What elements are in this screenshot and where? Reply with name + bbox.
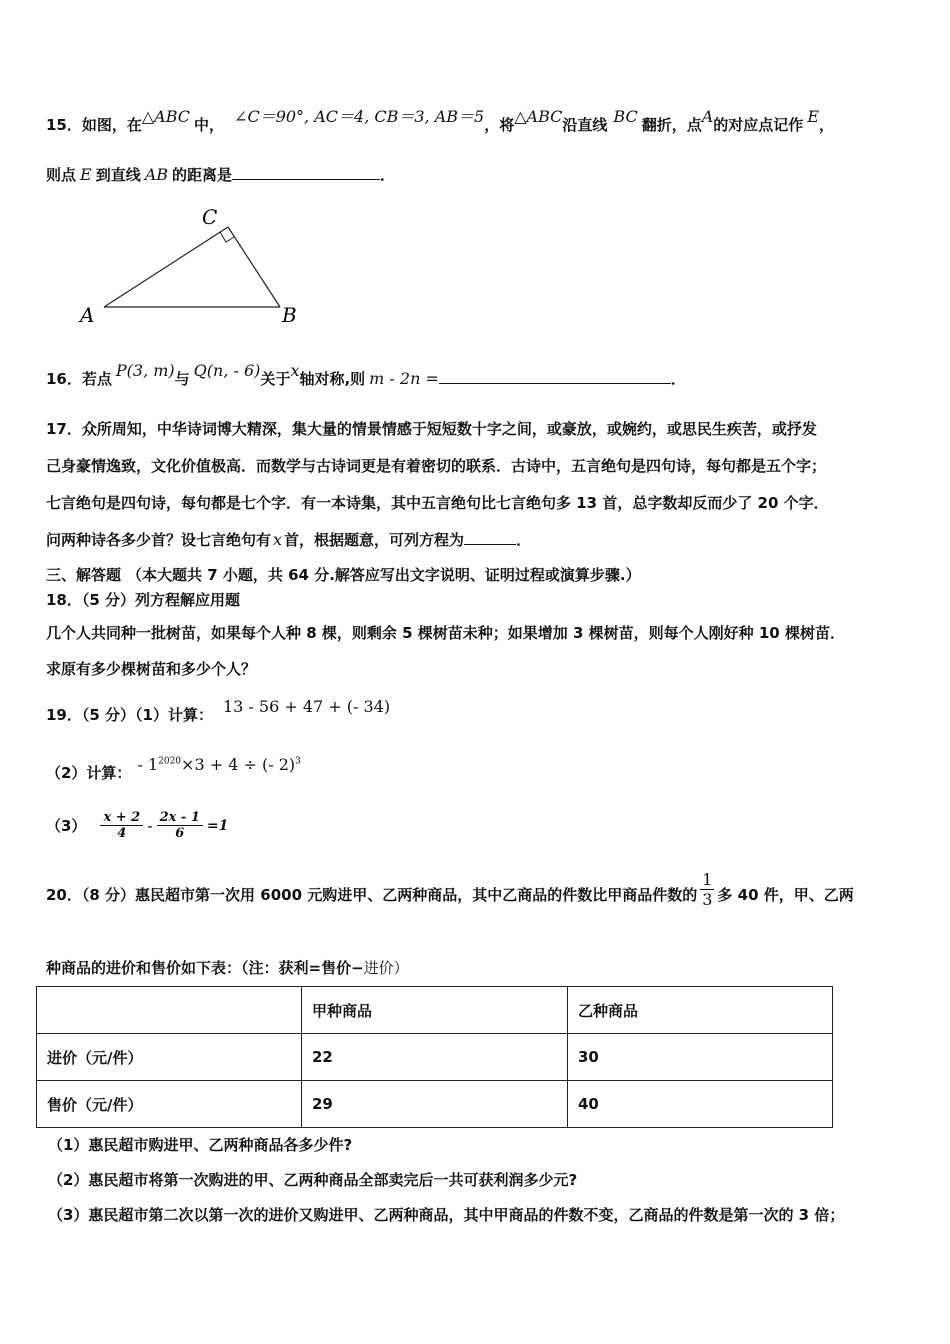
q17-line1: 17．众所周知，中华诗词博大精深，集大量的情景情感于短短数十字之间，或豪放，或婉约，或思民生疾苦，或抒发 [46,420,817,438]
vertex-label-a: A [80,303,95,327]
fraction-1: $\frac{x + 2}{4}$ [100,810,143,841]
table-cell: 40 [568,1081,833,1128]
fraction-one-third: $\frac{1}{3}$ [702,870,713,909]
table-cell: 售价（元/件） [37,1081,302,1128]
q20-line1: 20．（8 分）惠民超市第一次用 6000 元购进甲、乙两种商品，其中乙商品的件数比甲商品件数的 $\frac{1}{3}$ 多 40 件，甲、乙两 [46,870,854,909]
q20-sub1: （1）惠民超市购进甲、乙两种商品各多少件? [48,1136,353,1154]
table-cell: 进价（元/件） [37,1034,302,1081]
table-header-row [37,987,833,1034]
q20-sub3: （3）惠民超市第二次以第一次的进价又购进甲、乙两种商品，其中甲商品的件数不变，乙商品的件数是第一次的 3 倍； [48,1206,845,1224]
q16-line: 16．若点 P(3, m)与 Q(n, - 6)关于x轴对称,则 m - 2n = ． [46,361,686,388]
q19-part2: （2）计算： - $1^{2020}\times 3 + 4$ ÷ (- 2)$^3$ [46,755,301,782]
q15-line1: 15．如图，在△ABC 中， ∠C＝90°, AC＝4, CB＝3, AB＝5，将△ABC沿直线 BC 翻折，点A的对应点记作 E， [46,107,835,134]
price-table [36,986,833,1128]
table-cell: 乙种商品 [568,987,833,1034]
q17-answer-blank [464,530,516,545]
q19-part3: （3） $\frac{x + 2}{4}$ - $\frac{2x - 1}{6}$ =1 [46,810,229,841]
section-3-heading: 三、解答题 （本大题共 7 小题，共 64 分.解答应写出文字说明、证明过程或演算步骤.） [46,566,641,584]
vertex-label-b: B [282,303,297,327]
table-cell: 29 [302,1081,568,1128]
q20-line2: 种商品的进价和售价如下表：（注：获利=售价−进价） [46,959,409,977]
table-cell: 22 [302,1034,568,1081]
triangle-figure [70,200,320,330]
fraction-2: $\frac{2x - 1}{6}$ [157,810,203,841]
table-cell [37,987,302,1034]
q20-sub2: （2）惠民超市将第一次购进的甲、乙两种商品全部卖完后一共可获利润多少元? [48,1171,578,1189]
q16-answer-blank [439,369,671,384]
table-row [37,1034,833,1081]
q17-line3: 七言绝句是四句诗，每句都是七个字．有一本诗集，其中五言绝句比七言绝句多 13 首，总字数却反而少了 20 个字． [46,494,829,512]
q19-part1: 19．（5 分）（1）计算： 13 - 56 + 47 + (- 34) [46,697,391,724]
table-cell: 30 [568,1034,833,1081]
table-cell: 甲种商品 [302,987,568,1034]
q17-line2: 己身豪情逸致，文化价值极高．而数学与古诗词更是有着密切的联系．古诗中，五言绝句是四句诗，每句都是五个字； [46,457,827,475]
q15-line2: 则点 E 到直线 AB 的距离是 ． [46,165,396,184]
vertex-label-c: C [202,205,218,229]
q18-line1: 几个人共同种一批树苗，如果每个人种 8 棵，则剩余 5 棵树苗未种；如果增加 3 棵树苗，则每个人刚好种 10 棵树苗． [46,624,845,642]
table-row [37,1081,833,1128]
q18-line2: 求原有多少棵树苗和多少个人？ [46,660,257,678]
q18-heading: 18．（5 分）列方程解应用题 [46,591,241,609]
q15-answer-blank [232,165,380,180]
q17-line4: 问两种诗各多少首？设七言绝句有 x 首，根据题意，可列方程为 ． [46,530,532,549]
